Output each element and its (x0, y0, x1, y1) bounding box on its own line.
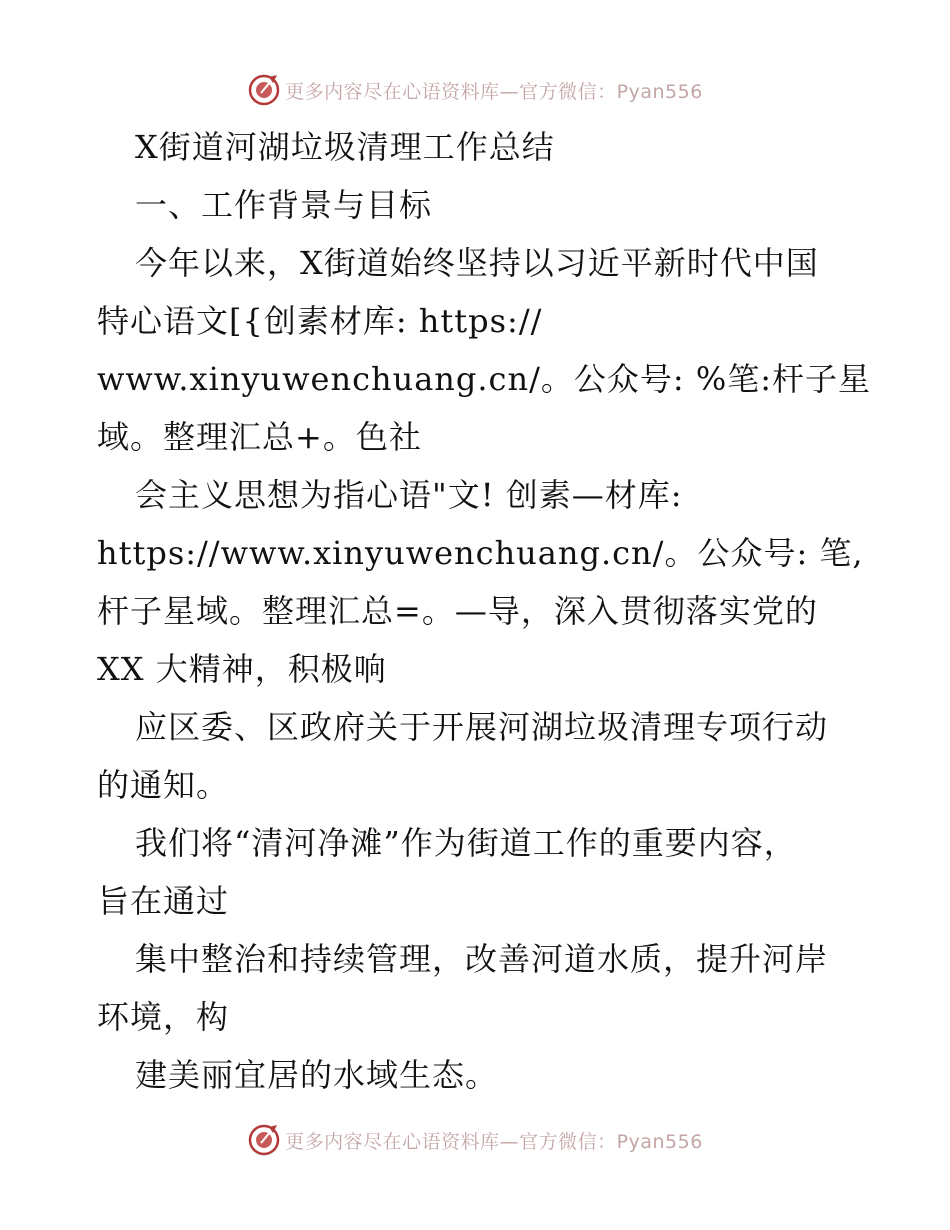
footer-banner-text: 更多内容尽在心语资料库—官方微信：Pyan556 (285, 1130, 703, 1153)
paragraph-line: 域。整理汇总+。色社 (97, 418, 422, 456)
paragraph-line: www.xinyuwenchuang.cn/。公众号: %笔:杆子星 (97, 360, 872, 398)
paragraph-line: 特心语文[{创素材库: https:// (97, 302, 543, 340)
header-banner (0, 70, 950, 110)
paragraph-line: 环境，构 (97, 998, 230, 1036)
paragraph-line: 建美丽宜居的水域生态。 (135, 1056, 499, 1094)
paragraph-line: 杆子星域。整理汇总=。—导，深入贯彻落实党的 (97, 592, 818, 630)
paragraph-line: 会主义思想为指心语"文! 创素—材库: (135, 476, 683, 514)
header-banner-text: 更多内容尽在心语资料库—官方微信：Pyan556 (285, 80, 703, 103)
paragraph-line: 集中整治和持续管理，改善河道水质，提升河岸 (135, 940, 829, 978)
paragraph-line: 今年以来，X街道始终坚持以习近平新时代中国 (135, 244, 819, 282)
pen-seal-icon (247, 73, 281, 107)
document-title: X街道河湖垃圾清理工作总结 (135, 128, 555, 166)
document-body (97, 118, 872, 1104)
pen-seal-icon (247, 1123, 281, 1157)
paragraph-line: 的通知。 (97, 766, 230, 804)
paragraph-line: 旨在通过 (97, 882, 230, 920)
footer-banner (0, 1120, 950, 1160)
paragraph-line: XX 大精神，积极响 (97, 650, 387, 688)
paragraph-line: https://www.xinyuwenchuang.cn/。公众号: 笔, (97, 534, 864, 572)
paragraph-line: 我们将“清河净滩”作为街道工作的重要内容， (135, 824, 797, 862)
paragraph-line: 应区委、区政府关于开展河湖垃圾清理专项行动 (135, 708, 829, 746)
section-heading: 一、工作背景与目标 (135, 186, 433, 224)
